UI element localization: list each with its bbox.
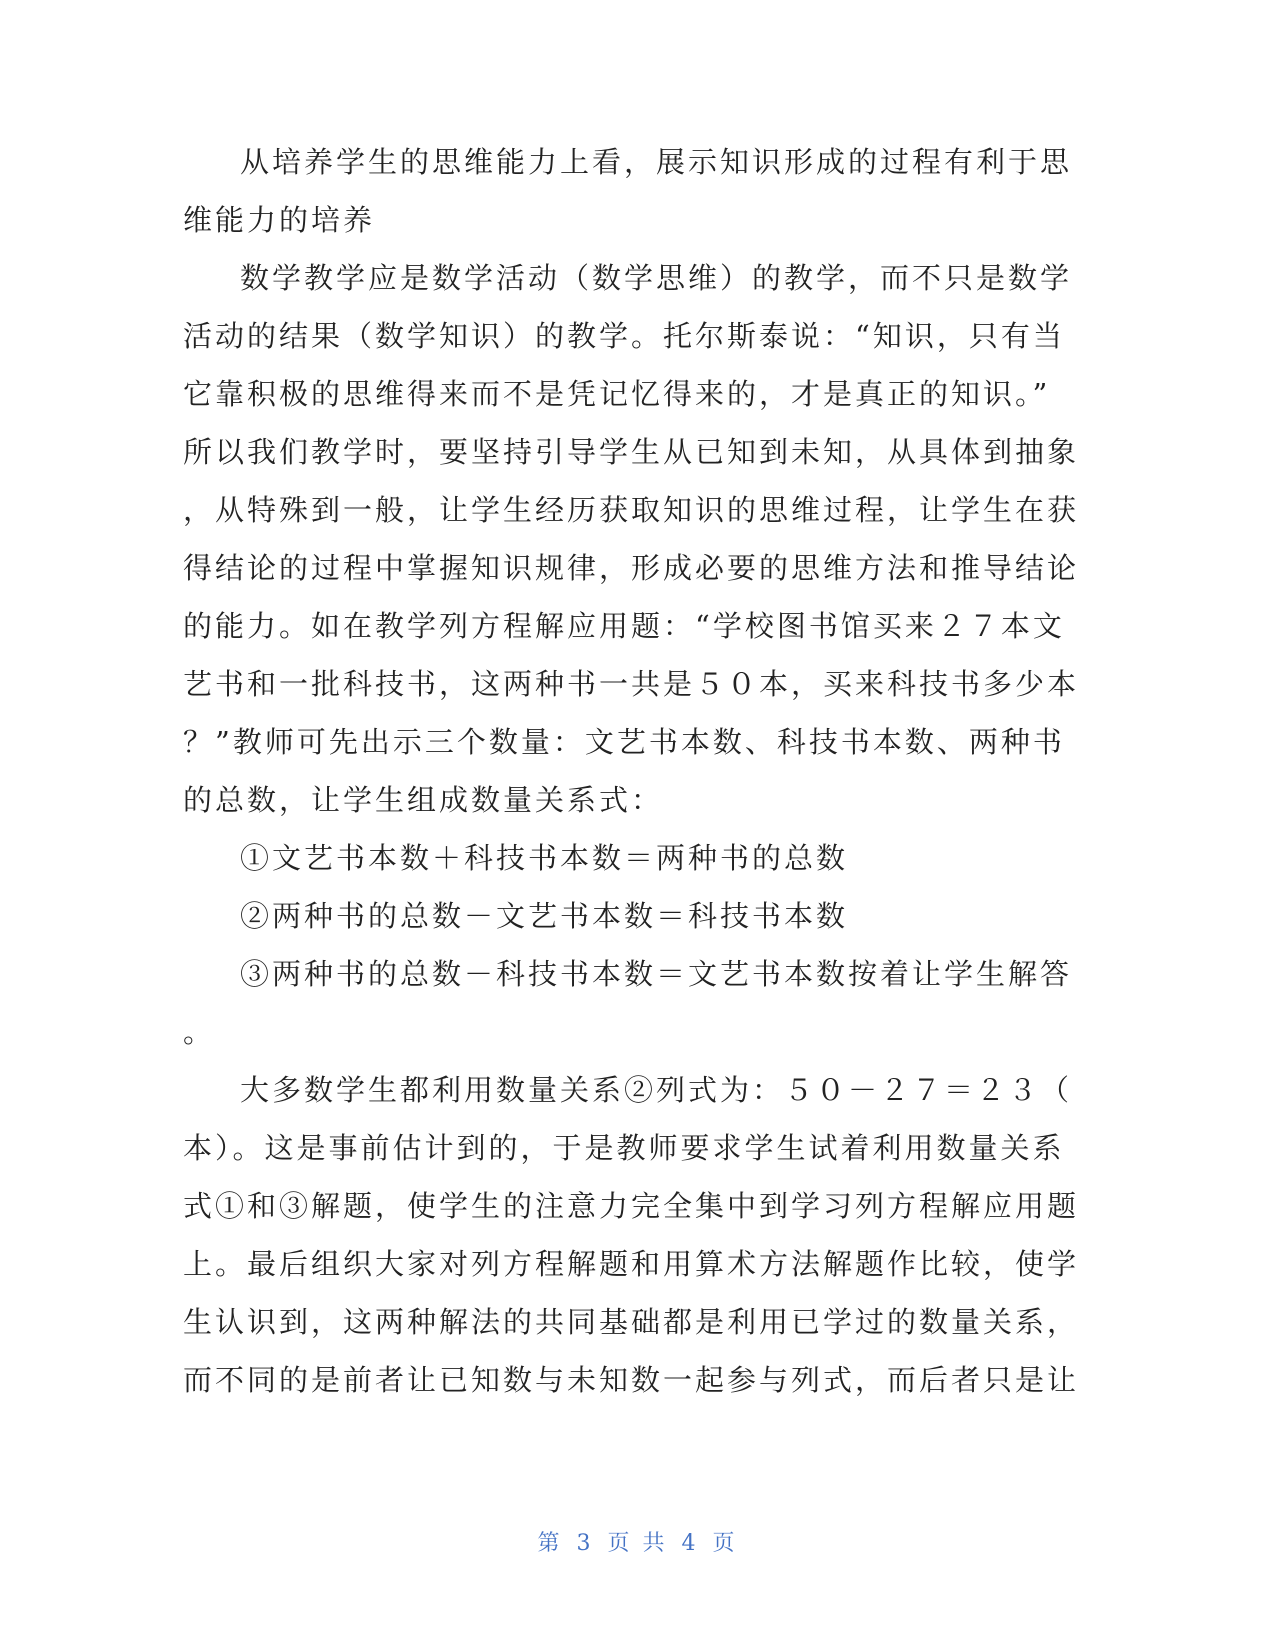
paragraph-line: ，从特殊到一般，让学生经历获取知识的思维过程，让学生在获 [183,493,1080,527]
paragraph-line: 大多数学生都利用数量关系②列式为：５０－２７＝２３（ [240,1073,1073,1107]
paragraph-line: 所以我们教学时，要坚持引导学生从已知到未知，从具体到抽象 [183,435,1080,469]
footer-middle: 页 共 [607,1531,668,1556]
paragraph-line: 本）。这是事前估计到的，于是教师要求学生试着利用数量关系 [183,1131,1065,1165]
paragraph-line: 得结论的过程中掌握知识规律，形成必要的思维方法和推导结论 [183,551,1080,585]
footer-current-page: 3 [576,1531,594,1556]
paragraph-line: 它靠积极的思维得来而不是凭记忆得来的，才是真正的知识。” [183,377,1051,411]
paragraph-line: 。 [183,1015,216,1049]
footer-total-pages: 4 [681,1531,699,1556]
paragraph-line: 的总数，让学生组成数量关系式： [183,783,664,817]
page-footer [0,1526,1275,1557]
equation-line: ①文艺书本数＋科技书本数＝两种书的总数 [240,841,849,875]
paragraph-line: 的能力。如在教学列方程解应用题：“学校图书馆买来２７本文 [183,609,1065,643]
paragraph-line: ？”教师可先出示三个数量：文艺书本数、科技书本数、两种书 [183,725,1065,759]
equation-line: ②两种书的总数－文艺书本数＝科技书本数 [240,899,849,933]
paragraph-line: 上。最后组织大家对列方程解题和用算术方法解题作比较，使学 [183,1247,1080,1281]
footer-suffix: 页 [712,1531,738,1556]
paragraph-line: 艺书和一批科技书，这两种书一共是５０本，买来科技书多少本 [183,667,1080,701]
paragraph-line: 维能力的培养 [183,203,376,237]
paragraph-line: 生认识到，这两种解法的共同基础都是利用已学过的数量关系， [183,1305,1080,1339]
equation-line: ③两种书的总数－科技书本数＝文艺书本数按着让学生解答 [240,957,1073,991]
footer-prefix: 第 [537,1531,563,1556]
paragraph-line: 数学教学应是数学活动（数学思维）的教学，而不只是数学 [240,261,1073,295]
paragraph-line: 而不同的是前者让已知数与未知数一起参与列式，而后者只是让 [183,1363,1080,1397]
paragraph-line: 活动的结果（数学知识）的教学。托尔斯泰说：“知识，只有当 [183,319,1065,353]
paragraph-line: 从培养学生的思维能力上看，展示知识形成的过程有利于思 [240,145,1073,179]
paragraph-line: 式①和③解题，使学生的注意力完全集中到学习列方程解应用题 [183,1189,1080,1223]
